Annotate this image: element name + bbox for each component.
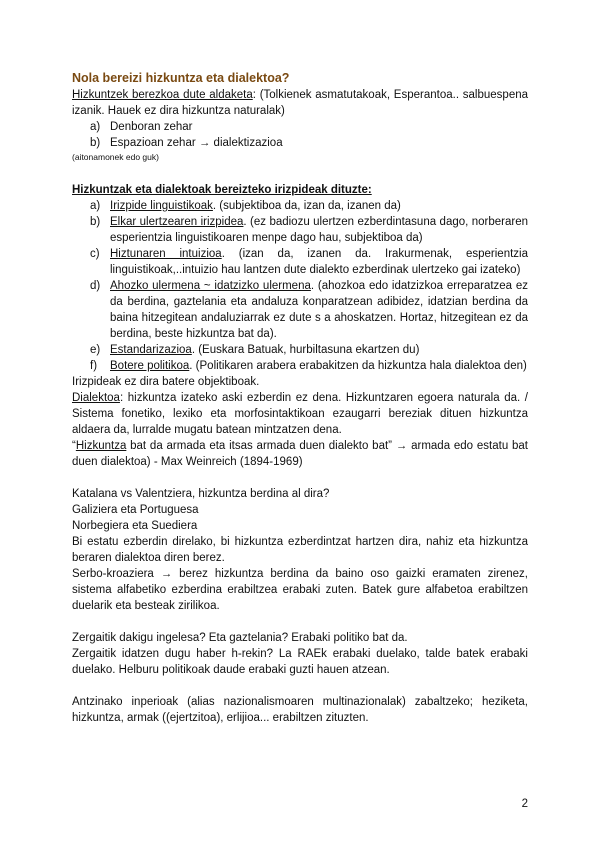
- dialect-definition: [72, 390, 528, 438]
- criterion-desc: . (ahozkoa edo idatzizkoa erreparatzea ez da berdina, gaztelania eta andaluza konparatzean adibidez, idatzian berdina da baina hitzegitean andaluziarrak ez dute s a ahoskatzen. Hortaz, hitzegitean ez da berdina, beste hizkuntza bat da).: [110, 280, 529, 340]
- list-marker: c): [90, 248, 100, 260]
- list-text: [110, 278, 528, 342]
- page-content: [72, 70, 528, 726]
- paragraph: Antzinako inperioak (alias nazionalismoaren multinazionalak) zabaltzeko; heziketa, hizkuntza, armak ((ejertzitoa), erlijioa... erabiltzen zituzten.: [72, 696, 528, 724]
- list-marker: a): [90, 121, 101, 133]
- list-item: [72, 342, 528, 358]
- intro-underlined: Hizkuntzek berezkoa dute aldaketa: [72, 89, 253, 101]
- list-text: [110, 198, 528, 214]
- list-marker: b): [90, 216, 101, 228]
- quote-paragraph: [72, 438, 528, 470]
- criteria-heading: Hizkuntzak eta dialektoak bereizteko irizpideak dituzte:: [72, 184, 372, 196]
- list-item: [72, 119, 528, 135]
- criterion-desc: . (subjektiboa da, izan da, izanen da): [212, 200, 401, 212]
- list-marker: d): [90, 280, 101, 292]
- quote-term: Hizkuntza: [75, 440, 127, 452]
- paragraph: Katalana vs Valentziera, hizkuntza berdina al dira?: [72, 488, 330, 500]
- dialect-text: : hizkuntza izateko aski ezberdin ez dena. Hizkuntzaren egoera naturala da. / Sistema fonetiko, lexiko eta morfosintaktikoan ezaugarri bereziak dituen hizkuntza aldaera da, lurralde mugatu batean mintzatzen dena.: [72, 392, 528, 436]
- criterion-name: Elkar ulertzearen irizpidea: [110, 216, 244, 228]
- criterion-name: Estandarizazioa: [110, 344, 192, 356]
- spacer: [72, 614, 528, 630]
- quote-open: “: [72, 440, 76, 452]
- intro-rest: : (Tolkienek asmatutakoak, Esperantoa.. salbuespena izanik. Hauek ez dira hizkuntza naturalak): [72, 89, 529, 117]
- page-number: 2: [521, 798, 528, 810]
- changes-list: [72, 119, 528, 151]
- list-text: Denboran zehar: [110, 121, 193, 133]
- list-item: [72, 278, 528, 342]
- criterion-name: Hiztunaren intuizioa: [110, 248, 222, 260]
- paragraph: Zergaitik idatzen dugu haber h-rekin? La RAEk erabaki duelako, talde batek erabaki duelako. Helburu politikoak daude erabaki guzti hauen atzean.: [72, 648, 528, 676]
- spacer: [72, 678, 528, 694]
- list-item: [72, 214, 528, 246]
- list-item: [72, 246, 528, 278]
- list-marker: b): [90, 137, 101, 149]
- section-heading: Nola bereizi hizkuntza eta dialektoa?: [72, 71, 290, 85]
- paragraph: Zergaitik dakigu ingelesa? Eta gaztelania? Erabaki politiko bat da.: [72, 632, 408, 644]
- paragraph: Galiziera eta Portuguesa: [72, 504, 199, 516]
- list-item: [72, 358, 528, 374]
- small-note: (aitonamonek edo guk): [72, 152, 159, 162]
- list-text: [110, 246, 528, 278]
- criterion-name: Irizpide linguistikoak: [110, 200, 213, 212]
- list-item: [72, 135, 528, 151]
- list-text: [110, 358, 528, 374]
- quote-text: bat da armada eta itsas armada duen dialekto bat” → armada edo estatu bat duen dialektoa) - Max Weinreich (1894-1969): [72, 440, 528, 468]
- list-text: [110, 342, 528, 358]
- spacer: [72, 470, 528, 486]
- not-objective-line: Irizpideak ez dira batere objektiboak.: [72, 376, 260, 388]
- list-item: [72, 198, 528, 214]
- list-marker: e): [90, 344, 101, 356]
- paragraph: Norbegiera eta Suediera: [72, 520, 198, 532]
- paragraph: Serbo-kroaziera → berez hizkuntza berdina da baino oso gaizki eramaten zirenez, sistema alfabetiko ezberdina erabiltzea erabaki zuten. Batek gure alfabetoa erabiltzen duelarik eta besteak zirilikoa.: [72, 568, 528, 612]
- dialect-term: Dialektoa: [72, 392, 120, 404]
- criterion-name: Ahozko ulermena ~ idatzizko ulermena: [110, 280, 311, 292]
- list-text: [110, 214, 528, 246]
- criterion-desc: . (izan da, izanen da. Irakurmenak, esperientzia linguistikoak,..intuizio hau lantzen dute dialekto ezberdinak ulertzeko gai izateko): [110, 248, 528, 276]
- paragraph: Bi estatu ezberdin direlako, bi hizkuntza ezberdintzat hartzen dira, nahiz eta hizkuntza beraren dialektoa diren berez.: [72, 536, 528, 564]
- criteria-list: [72, 198, 528, 374]
- criterion-desc: . (ez badiozu ulertzen ezberdintasuna dago, norberaren esperientzia linguistikoaren menpe dago hau, subjektiboa da): [110, 216, 529, 244]
- criterion-desc: . (Politikaren arabera erabakitzen da hizkuntza hala dialektoa den): [189, 360, 527, 372]
- list-marker: a): [90, 200, 101, 212]
- criterion-name: Botere politikoa: [110, 360, 190, 372]
- list-marker: f): [90, 360, 98, 372]
- criterion-desc: . (Euskara Batuak, hurbiltasuna ekartzen du): [191, 344, 420, 356]
- list-text: Espazioan zehar → dialektizazioa: [110, 137, 283, 149]
- intro-paragraph: [72, 87, 528, 119]
